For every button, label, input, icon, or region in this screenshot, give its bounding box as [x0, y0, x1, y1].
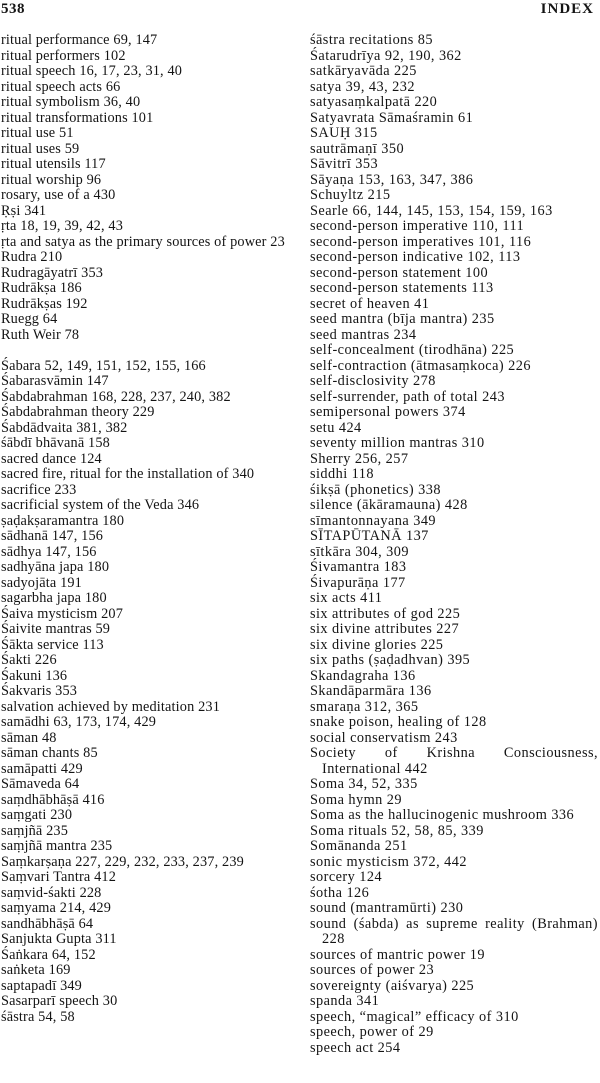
- index-entry: sacrificial system of the Veda 346: [1, 497, 200, 513]
- index-column-right: [310, 33, 598, 1056]
- index-entry: sovereignty (aiśvarya) 225: [310, 977, 475, 994]
- index-entry: sources of mantric power 19: [310, 946, 485, 963]
- index-entry: snake poison, healing of 128: [310, 714, 487, 730]
- index-entry: second-person statement 100: [310, 264, 489, 281]
- index-entry: ritual speech acts 66: [1, 78, 121, 95]
- index-entry: second-person statements 113: [310, 280, 494, 296]
- index-entry: rosary, use of a 430: [1, 187, 116, 203]
- index-entry: Ṛṣi 341: [1, 202, 47, 219]
- index-entry: ritual performance 69, 147: [1, 32, 158, 48]
- index-entry: six divine glories 225: [310, 636, 444, 653]
- index-entry: Soma 34, 52, 335: [310, 776, 418, 792]
- index-entry: Śaṅkara 64, 152: [1, 946, 96, 963]
- index-entry: satya 39, 43, 232: [310, 78, 415, 95]
- index-entry: satyasaṃkalpatā 220: [310, 94, 438, 110]
- index-entry: Śaiva mysticism 207: [1, 605, 123, 622]
- index-entry: ritual worship 96: [1, 171, 102, 188]
- index-entry: Śakti 226: [1, 652, 57, 668]
- index-entry: sorcery 124: [310, 869, 383, 885]
- index-entry: Rudrākṣas 192: [1, 295, 88, 312]
- index-entry: Rudrākṣa 186: [1, 280, 82, 296]
- index-entry: saṃjñā 235: [1, 822, 69, 839]
- index-entry: sadhyāna japa 180: [1, 559, 110, 575]
- index-entry: smaraṇa 312, 365: [310, 698, 419, 715]
- index-entry: sonic mysticism 372, 442: [310, 853, 467, 870]
- index-entry: silence (ākāramauna) 428: [310, 497, 468, 513]
- index-entry: Saṃkarṣaṇa 227, 229, 232, 233, 237, 239: [1, 853, 244, 870]
- index-entry: satkāryavāda 225: [310, 63, 417, 79]
- index-entry: śābdī bhāvanā 158: [1, 435, 110, 451]
- index-entry: sacred dance 124: [1, 450, 102, 467]
- index-entry: self-contraction (ātmasaṃkoca) 226: [310, 357, 531, 374]
- index-entry: Śabdabrahman theory 229: [1, 404, 155, 420]
- index-entry: SAUḤ 315: [310, 125, 378, 141]
- index-entry: ritual performers 102: [1, 47, 126, 64]
- index-entry: six divine attributes 227: [310, 621, 460, 637]
- index-entry: samādhi 63, 173, 174, 429: [1, 714, 157, 730]
- index-entry: Rudragāyatrī 353: [1, 264, 104, 281]
- index-entry: seed mantra (bīja mantra) 235: [310, 311, 495, 327]
- index-entry: ritual speech 16, 17, 23, 31, 40: [1, 63, 183, 79]
- index-entry: ṣaḍakṣaramantra 180: [1, 512, 125, 529]
- index-entry: seventy million mantras 310: [310, 435, 485, 451]
- index-entry: Śabara 52, 149, 151, 152, 155, 166: [1, 357, 206, 374]
- index-entry: Śaivite mantras 59: [1, 621, 111, 637]
- index-entry: Soma as the hallucinogenic mushroom 336: [310, 807, 575, 823]
- index-entry: sīmantonnayana 349: [310, 512, 437, 529]
- index-entry: Saṃvari Tantra 412: [1, 869, 116, 885]
- index-entry: six acts 411: [310, 590, 383, 606]
- index-entry: sources of power 23: [310, 962, 435, 978]
- index-entry: śikṣā (phonetics) 338: [310, 481, 441, 498]
- index-entry: social conservatism 243: [310, 729, 458, 746]
- index-entry: śāstra 54, 58: [1, 1008, 75, 1025]
- index-entry: śotha 126: [310, 884, 370, 901]
- index-entry: self-disclosivity 278: [310, 373, 436, 389]
- index-entry: Satyavrata Sāmaśramin 61: [310, 109, 474, 126]
- index-entry: saṃvid-śakti 228: [1, 884, 102, 901]
- index-entry: ritual use 51: [1, 125, 74, 141]
- index-entry: Śakvaris 353: [1, 683, 78, 699]
- index-entry: speech, power of 29: [310, 1024, 434, 1040]
- index-entry: semipersonal powers 374: [310, 404, 466, 420]
- index-entry: Schuyltz 215: [310, 187, 391, 203]
- index-entry: sādhya 147, 156: [1, 543, 97, 560]
- index-entry: Śakuni 136: [1, 667, 68, 684]
- index-entry: Sherry 256, 257: [310, 450, 409, 467]
- index-entry: Śatarudrīya 92, 190, 362: [310, 47, 462, 64]
- index-entry: sadyojāta 191: [1, 574, 82, 591]
- index-entry: seed mantras 234: [310, 326, 417, 343]
- index-entry: sāman 48: [1, 729, 57, 746]
- index-entry: ṛta 18, 19, 39, 42, 43: [1, 218, 124, 234]
- index-entry: Sāvitrī 353: [310, 156, 379, 172]
- index-entry: speech act 254: [310, 1039, 401, 1056]
- index-entry: Skandagraha 136: [310, 667, 416, 684]
- index-entry: sādhanā 147, 156: [1, 528, 104, 544]
- index-entry: setu 424: [310, 419, 362, 436]
- index-entry: Śivamantra 183: [310, 559, 407, 575]
- index-entry: sandhābhāṣā 64: [1, 915, 94, 932]
- index-entry: sāman chants 85: [1, 745, 98, 761]
- index-entry: six attributes of god 225: [310, 605, 461, 622]
- index-entry: Somānanda 251: [310, 838, 408, 854]
- index-entry: samāpatti 429: [1, 760, 83, 777]
- index-entry: self-concealment (tirodhāna) 225: [310, 342, 515, 358]
- index-entry: Sanjukta Gupta 311: [1, 931, 117, 947]
- index-entry: Ruegg 64: [1, 311, 58, 327]
- index-entry: sautrāmaṇī 350: [310, 140, 405, 157]
- index-entry: speech, “magical” efficacy of 310: [310, 1008, 519, 1025]
- index-entry: secret of heaven 41: [310, 295, 430, 312]
- index-entry: saptapadī 349: [1, 977, 82, 994]
- index-entry: Soma hymn 29: [310, 791, 402, 808]
- index-entry: six paths (ṣaḍadhvan) 395: [310, 652, 471, 668]
- index-entry: Śabdabrahman 168, 228, 237, 240, 382: [1, 388, 231, 405]
- index-entry: ritual utensils 117: [1, 156, 106, 172]
- index-entry: Society of Krishna Consciousness, International 442: [310, 745, 598, 777]
- index-entry: Śabarasvāmin 147: [1, 373, 109, 389]
- index-entry: spanda 341: [310, 993, 380, 1009]
- index-entry: salvation achieved by meditation 231: [1, 698, 221, 715]
- index-entry: Searle 66, 144, 145, 153, 154, 159, 163: [310, 202, 553, 219]
- index-entry: sacrifice 233: [1, 481, 77, 498]
- index-entry: Śivapurāṇa 177: [310, 574, 406, 591]
- index-column-left: [1, 33, 292, 1025]
- index-entry: sītkāra 304, 309: [310, 543, 409, 560]
- index-entry: Sāyaṇa 153, 163, 347, 386: [310, 171, 474, 188]
- index-entry: second-person imperative 110, 111: [310, 218, 525, 234]
- index-entry: śāstra recitations 85: [310, 32, 433, 48]
- index-entry: second-person imperatives 101, 116: [310, 233, 532, 250]
- index-entry: sagarbha japa 180: [1, 590, 107, 606]
- running-head: INDEX: [540, 1, 594, 17]
- index-entry: saṃjñā mantra 235: [1, 838, 113, 854]
- index-entry: saṃyama 214, 429: [1, 900, 112, 916]
- index-entry: saṅketa 169: [1, 962, 71, 978]
- index-entry: siddhi 118: [310, 466, 374, 482]
- index-entry: sound (mantramūrti) 230: [310, 900, 464, 916]
- index-entry: sacred fire, ritual for the installation of 340: [1, 466, 255, 482]
- index-entry: ritual symbolism 36, 40: [1, 94, 141, 110]
- index-entry: ritual uses 59: [1, 140, 80, 157]
- index-entry: Skandāparmāra 136: [310, 683, 432, 699]
- index-entry: Śākta service 113: [1, 636, 104, 653]
- page-number: 538: [1, 1, 25, 17]
- index-entry: ritual transformations 101: [1, 109, 154, 126]
- index-entry: saṃdhābhāṣā 416: [1, 791, 105, 808]
- index-entry: sound (śabda) as supreme reality (Brahman) 228: [310, 915, 598, 947]
- index-entry: Śabdādvaita 381, 382: [1, 419, 128, 436]
- index-entry: Sasarparī speech 30: [1, 993, 118, 1009]
- index-entry: self-surrender, path of total 243: [310, 388, 505, 405]
- index-entry: second-person indicative 102, 113: [310, 249, 521, 265]
- index-entry: Sāmaveda 64: [1, 776, 80, 792]
- index-entry: Soma rituals 52, 58, 85, 339: [310, 822, 484, 839]
- index-entry: saṃgati 230: [1, 807, 73, 823]
- index-entry: Rudra 210: [1, 249, 63, 265]
- index-entry: SĪTAPŪTANĀ 137: [310, 528, 429, 544]
- index-entry: Ruth Weir 78: [1, 326, 80, 343]
- index-entry: ṛta and satya as the primary sources of power 23: [1, 233, 285, 250]
